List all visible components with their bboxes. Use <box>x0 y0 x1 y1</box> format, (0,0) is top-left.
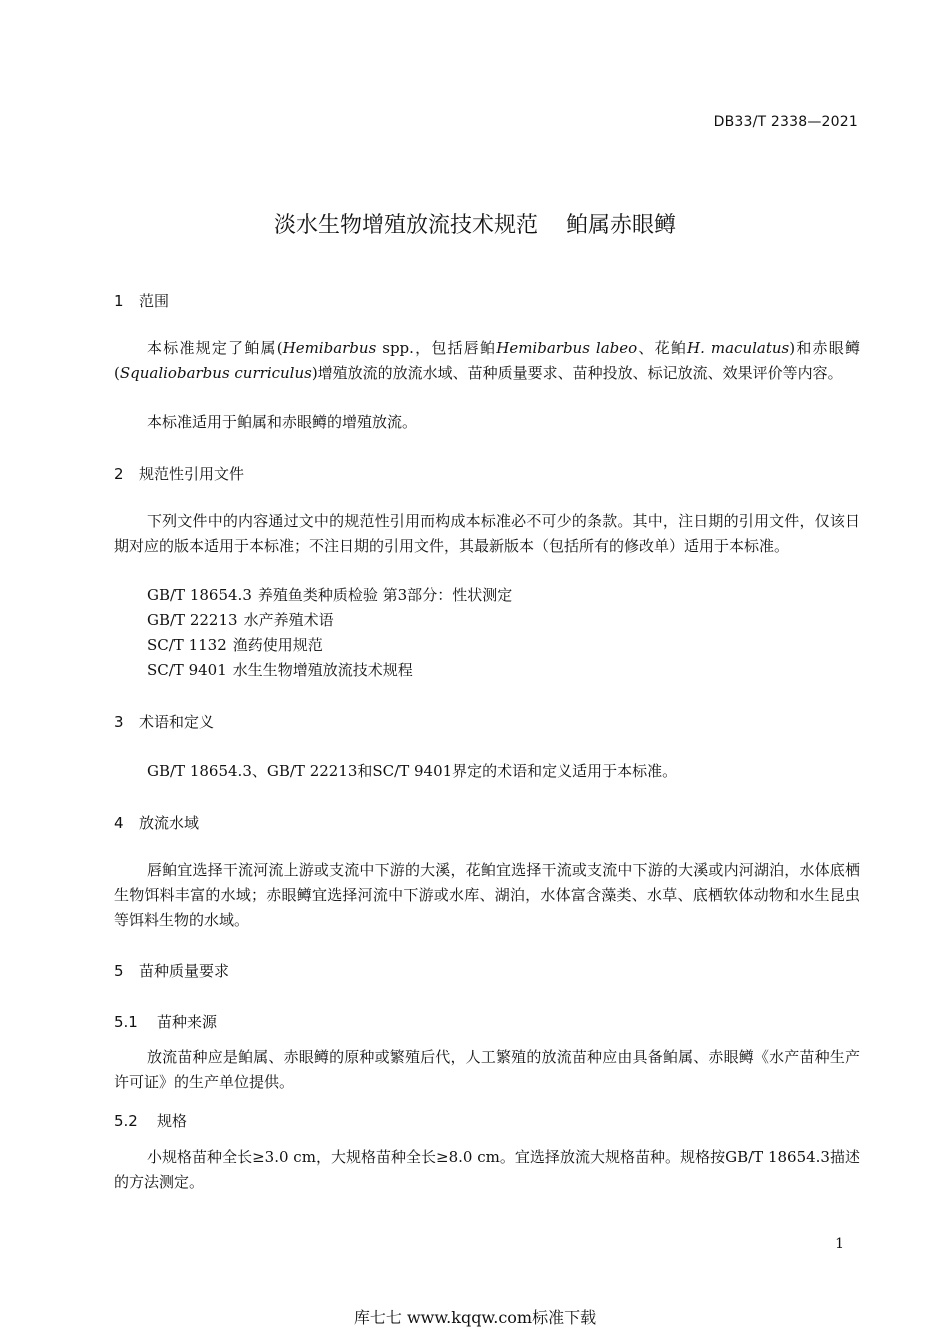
section-1-paragraph-1 <box>114 336 860 386</box>
scientific-name: Squaliobarbus curriculus <box>119 364 312 382</box>
page-number: 1 <box>835 1236 844 1252</box>
section-5-heading <box>114 960 229 981</box>
scientific-name: Hemibarbus labeo <box>496 339 638 357</box>
section-title: 放流水域 <box>139 814 200 832</box>
subsection-5-2-heading <box>114 1110 187 1131</box>
section-number: 4 <box>114 814 124 832</box>
reference-item <box>147 608 512 633</box>
section-4-heading <box>114 812 199 833</box>
subsection-title: 苗种来源 <box>157 1013 218 1031</box>
scientific-name: H. maculatus <box>687 339 790 357</box>
section-number: 1 <box>114 292 124 310</box>
subsection-title: 规格 <box>157 1112 188 1130</box>
scientific-name: Hemibarbus <box>282 339 377 357</box>
subsection-number: 5.2 <box>114 1112 138 1130</box>
section-1-heading <box>114 290 169 311</box>
reference-item <box>147 583 512 608</box>
section-number: 5 <box>114 962 124 980</box>
section-title: 苗种质量要求 <box>139 962 230 980</box>
section-title: 规范性引用文件 <box>139 465 245 483</box>
title-sub: 鲌属赤眼鳟 <box>566 213 677 238</box>
section-2-heading <box>114 463 244 484</box>
section-number: 2 <box>114 465 124 483</box>
section-title: 术语和定义 <box>139 713 215 731</box>
reference-list <box>147 583 512 683</box>
document-code: DB33/T 2338—2021 <box>713 114 858 130</box>
subsection-5-1-paragraph: 放流苗种应是鲌属、赤眼鳟的原种或繁殖后代，人工繁殖的放流苗种应由具备鲌属、赤眼鳟《水产苗种生产许可证》的生产单位提供。 <box>114 1048 860 1091</box>
text-run: 本标准规定了鲌属( <box>147 339 283 357</box>
reference-code: GB/T 22213 <box>147 611 238 629</box>
text-run: 、花鲌 <box>637 339 688 357</box>
reference-name: 水产养殖术语 <box>243 611 334 629</box>
footer-watermark: 库七七 www.kqqw.com标准下载 <box>353 1308 597 1327</box>
reference-name: 养殖鱼类种质检验 第3部分：性状测定 <box>257 586 513 604</box>
page-title <box>0 208 950 239</box>
text-run: )增殖放流的放流水域、苗种质量要求、苗种投放、标记放流、效果评价等内容。 <box>311 364 843 382</box>
subsection-5-2-paragraph: 小规格苗种全长≥3.0 cm，大规格苗种全长≥8.0 cm。宜选择放流大规格苗种。规格按GB/T 18654.3描述的方法测定。 <box>114 1148 860 1191</box>
reference-item <box>147 658 512 683</box>
section-4-paragraph-1: 唇鲌宜选择干流河流上游或支流中下游的大溪，花鲌宜选择干流或支流中下游的大溪或内河湖泊，水体底栖生物饵料丰富的水域；赤眼鳟宜选择河流中下游或水库、湖泊，水体富含藻类、水草、底栖软体动物和水生昆虫等饵料生物的水域。 <box>114 861 860 929</box>
section-1-paragraph-2: 本标准适用于鲌属和赤眼鳟的增殖放流。 <box>147 413 418 431</box>
reference-code: GB/T 18654.3 <box>147 586 252 604</box>
section-3-heading <box>114 711 214 732</box>
text-run: spp.，包括唇鲌 <box>376 339 497 357</box>
subsection-number: 5.1 <box>114 1013 138 1031</box>
subsection-5-1-heading <box>114 1011 217 1032</box>
section-title: 范围 <box>139 292 170 310</box>
reference-code: SC/T 9401 <box>147 661 227 679</box>
title-main: 淡水生物增殖放流技术规范 <box>273 213 538 238</box>
reference-code: SC/T 1132 <box>147 636 227 654</box>
reference-name: 水生生物增殖放流技术规程 <box>232 661 413 679</box>
section-3-paragraph-1: GB/T 18654.3、GB/T 22213和SC/T 9401界定的术语和定义适用于本标准。 <box>147 762 678 780</box>
text-run: )和赤眼鳟( <box>114 339 860 382</box>
section-number: 3 <box>114 713 124 731</box>
section-2-paragraph-1: 下列文件中的内容通过文中的规范性引用而构成本标准必不可少的条款。其中，注日期的引用文件，仅该日期对应的版本适用于本标准；不注日期的引用文件，其最新版本（包括所有的修改单）适用于本标准。 <box>114 512 860 555</box>
reference-name: 渔药使用规范 <box>232 636 323 654</box>
reference-item <box>147 633 512 658</box>
